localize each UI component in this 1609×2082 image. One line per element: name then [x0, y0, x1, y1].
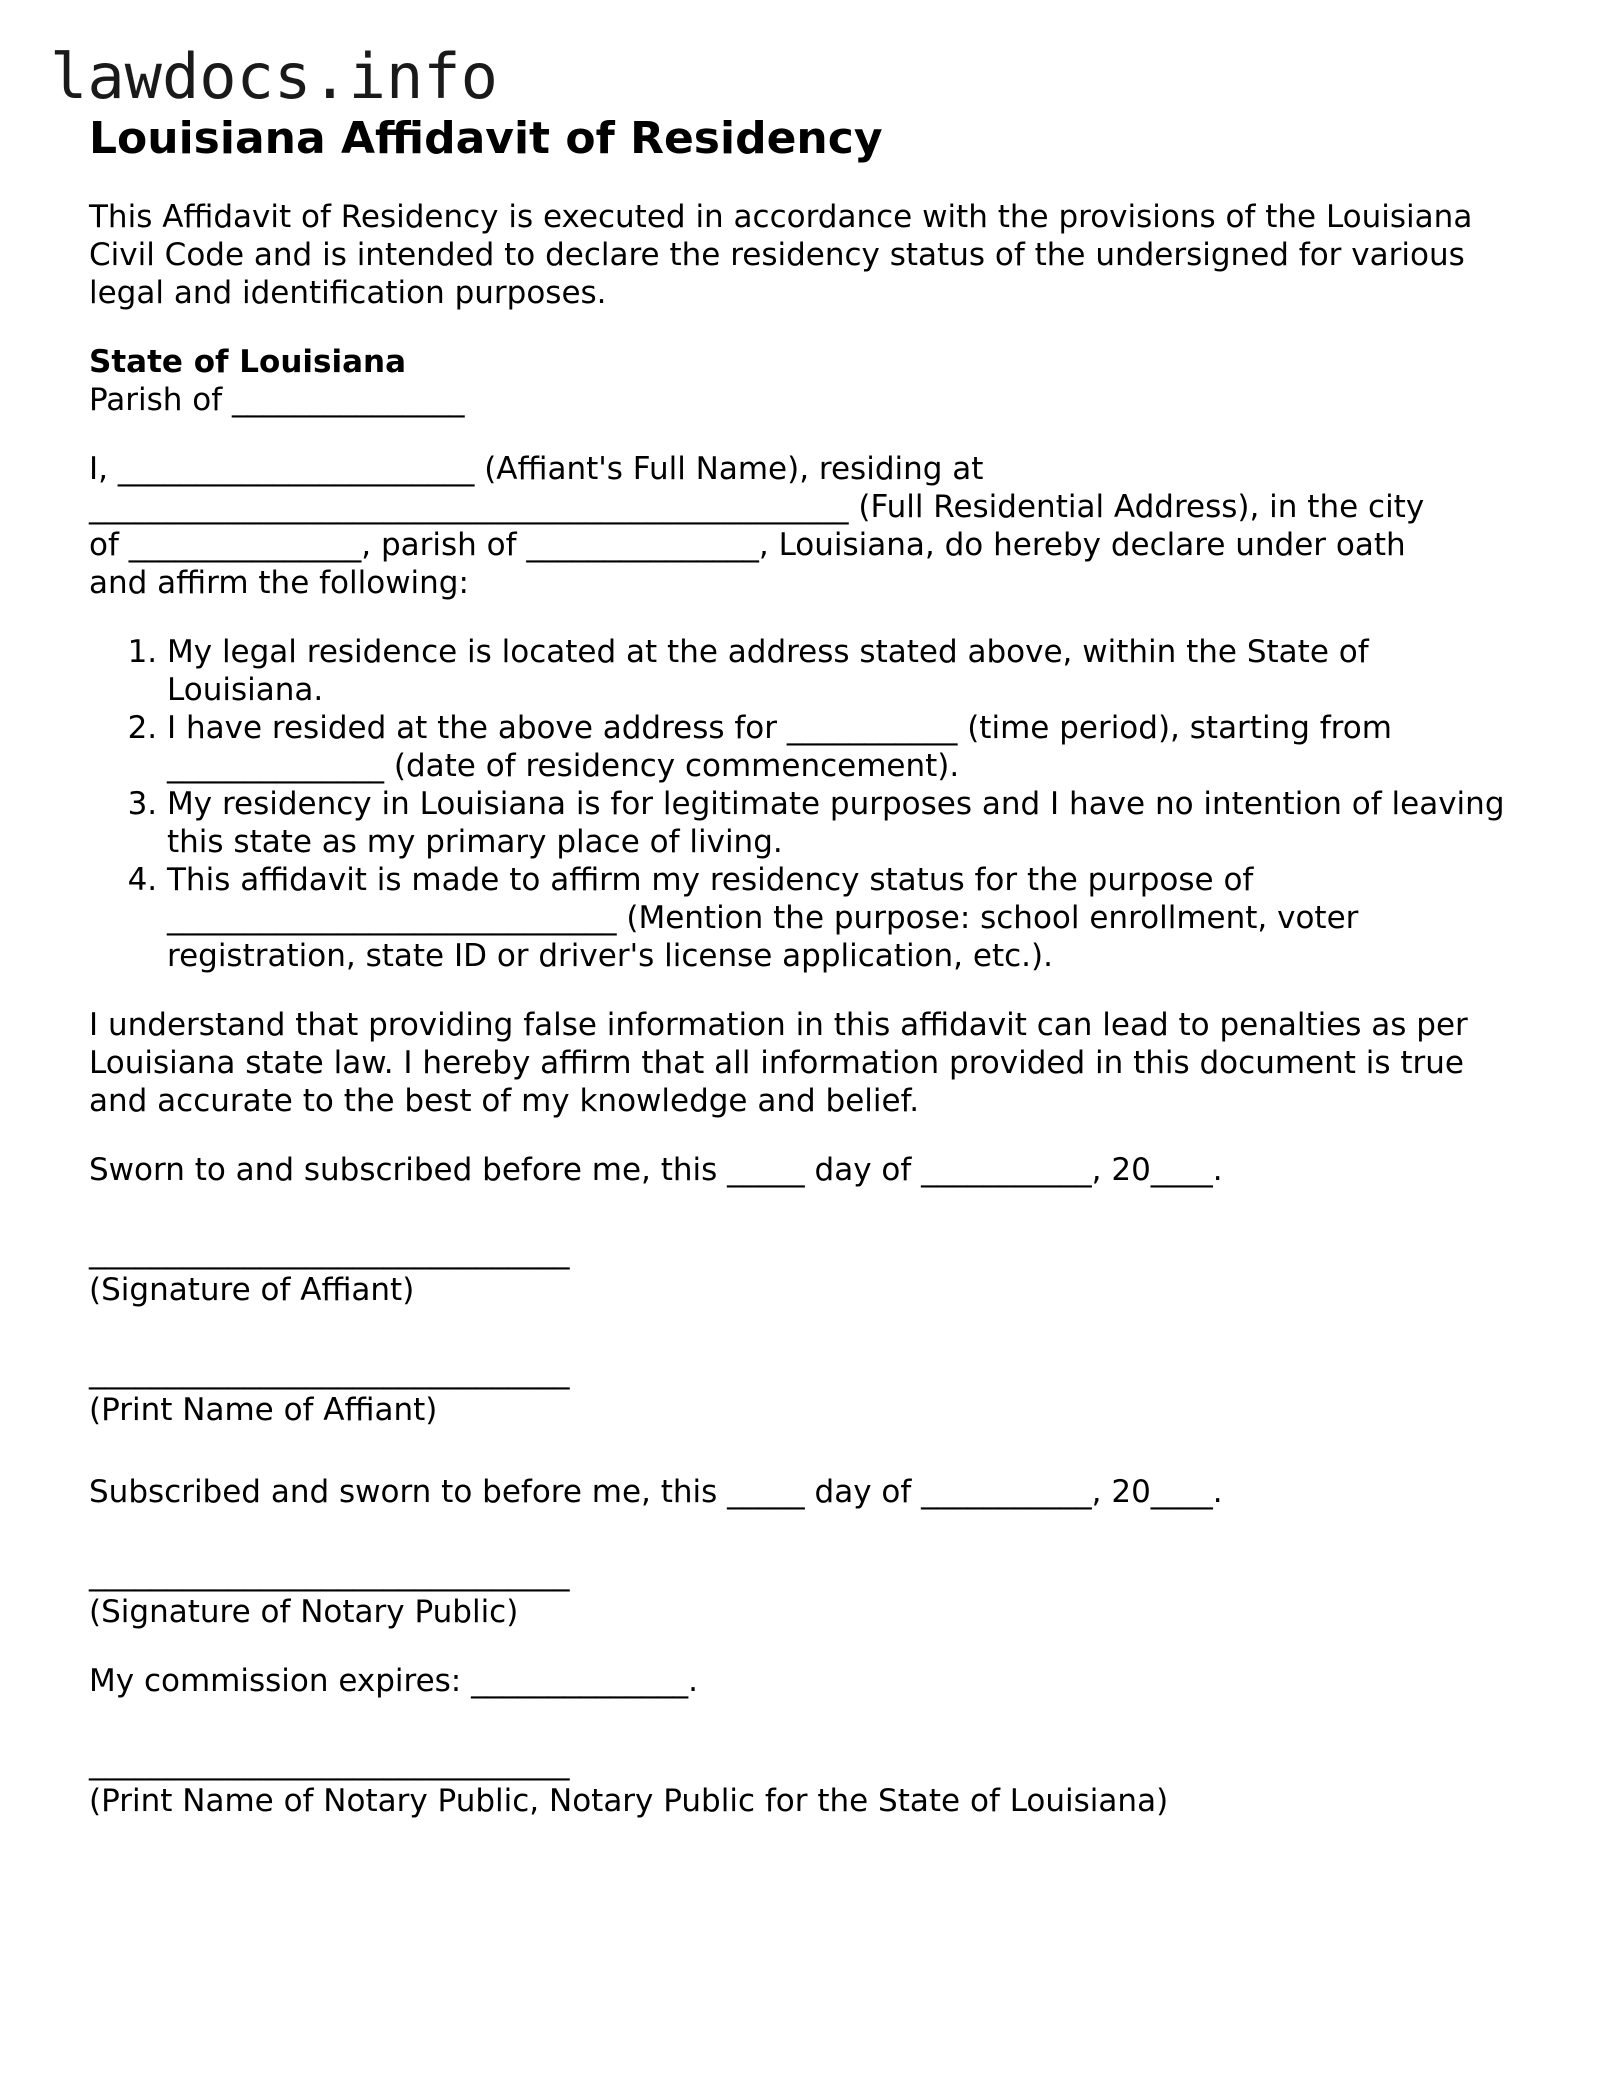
affiant-print-block: [89, 1353, 1529, 1429]
list-item-line: 4. This affidavit is made to affirm my residency status for the purpose of: [167, 862, 1254, 898]
list-item-line: 2. I have resided at the above address for ___________ (time period), starting from: [167, 710, 1392, 746]
affiant-signature-label: (Signature of Affiant): [89, 1272, 415, 1308]
list-item: [167, 709, 1529, 785]
notary-print-block: [89, 1744, 1529, 1820]
notary-signature-block: [89, 1555, 1529, 1631]
intro-paragraph: This Affidavit of Residency is executed in accordance with the provisions of the Louisiana Civil Code and is intended to declare the residency status of the undersigned for various legal and identification purposes.: [89, 199, 1473, 311]
signature-line: _______________________________: [89, 1745, 570, 1781]
list-item-line: ______________ (date of residency commencement).: [167, 748, 960, 784]
state-heading: State of Louisiana: [89, 344, 407, 380]
parish-line: Parish of _______________: [89, 382, 465, 418]
watermark-logo: lawdocs.info: [50, 40, 498, 113]
affiant-print-label: (Print Name of Affiant): [89, 1392, 438, 1428]
affidavit-document: [89, 112, 1529, 1864]
signature-line: _______________________________: [89, 1234, 570, 1270]
declaration-line: I, _______________________ (Affiant's Full Name), residing at: [89, 451, 984, 487]
venue-block: [89, 343, 1529, 419]
sworn-line: Sworn to and subscribed before me, this _____ day of ___________, 20____.: [89, 1152, 1223, 1188]
list-item-line: this state as my primary place of living.: [167, 824, 783, 860]
list-item: [167, 861, 1529, 975]
list-item: [167, 785, 1529, 861]
understanding-paragraph: I understand that providing false information in this affidavit can lead to penalties as per Louisiana state law. I hereby affirm that all information provided in this document is true and accurate to the best of my knowledge and belief.: [89, 1007, 1468, 1119]
list-item-line: 3. My residency in Louisiana is for legitimate purposes and I have no intention of leaving: [167, 786, 1505, 822]
document-title: Louisiana Affidavit of Residency: [89, 113, 883, 164]
declaration-line: _________________________________________________ (Full Residential Address), in the city: [89, 489, 1425, 525]
signature-line: _______________________________: [89, 1556, 570, 1592]
declaration-line: of _______________, parish of _______________, Louisiana, do hereby declare under oath: [89, 527, 1406, 563]
affirmation-list: [89, 633, 1529, 975]
notary-signature-label: (Signature of Notary Public): [89, 1594, 519, 1630]
declaration-line: and affirm the following:: [89, 565, 469, 601]
notary-print-label: (Print Name of Notary Public, Notary Public for the State of Louisiana): [89, 1783, 1169, 1819]
commission-line: My commission expires: ______________.: [89, 1663, 698, 1699]
signature-line: _______________________________: [89, 1354, 570, 1390]
list-item-line: _____________________________ (Mention the purpose: school enrollment, voter: [167, 900, 1359, 936]
list-item-line: Louisiana.: [167, 672, 324, 708]
subscribed-line: Subscribed and sworn to before me, this _____ day of ___________, 20____.: [89, 1474, 1223, 1510]
list-item-line: 1. My legal residence is located at the address stated above, within the State of: [167, 634, 1369, 670]
list-item-line: registration, state ID or driver's license application, etc.).: [167, 938, 1053, 974]
declaration-paragraph: [89, 450, 1529, 602]
list-item: [167, 633, 1529, 709]
affiant-signature-block: [89, 1233, 1529, 1309]
